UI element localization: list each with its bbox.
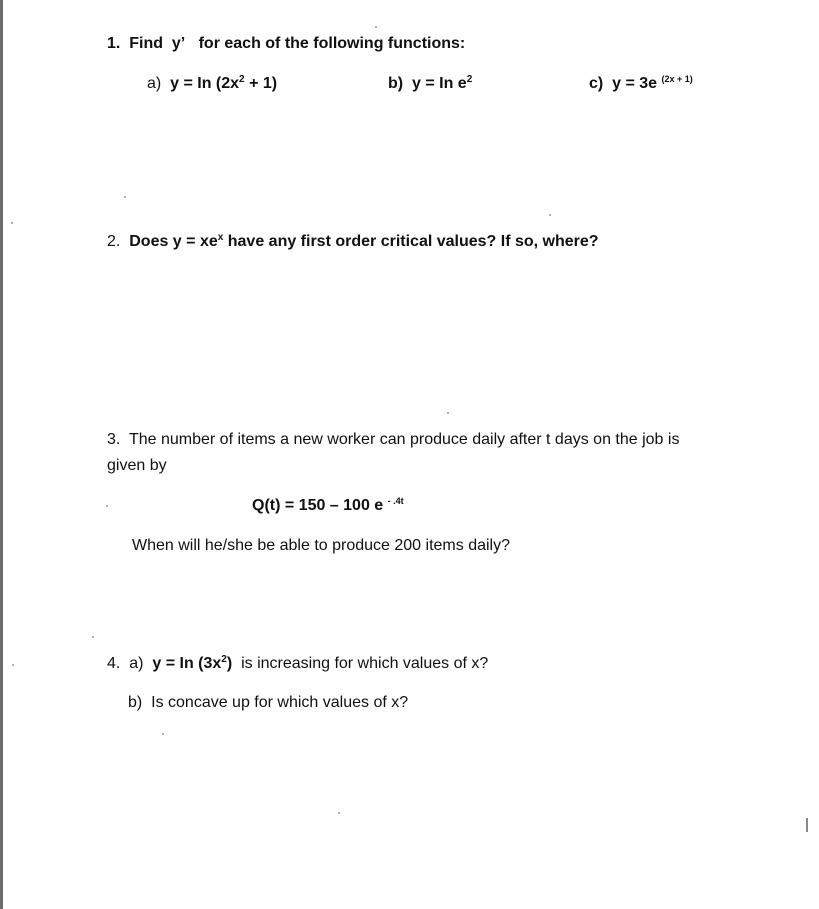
question-2-expr-base: Does y = xe [129,233,218,250]
scan-speck [338,812,340,814]
question-1-instructions: for each of the following functions: [198,35,466,52]
question-2-number: 2. [107,233,121,250]
scan-speck [106,505,108,507]
question-1a-expr-exponent: 2 [239,74,245,85]
scan-speck [375,26,377,28]
question-1-number: 1. [107,35,121,52]
scan-speck [11,222,13,224]
question-1a [147,74,277,94]
scan-speck [549,214,551,216]
question-4b [128,693,408,713]
question-4-number: 4. [107,655,121,672]
question-2-expr-exponent: x [217,232,224,243]
question-3-line-1 [107,430,679,450]
question-3-formula [252,496,404,516]
scan-edge-mark [806,818,808,832]
question-3-text-1: The number of items a new worker can produce daily after t days on the job is [128,431,680,448]
question-4a-text: is increasing for which values of x? [241,655,489,672]
question-2-text: have any first order critical values? If so, where? [227,233,599,250]
question-4b-text: Is concave up for which values of x? [151,694,409,711]
question-2 [107,232,599,252]
question-4a-expr-exponent: 2 [221,654,227,665]
question-1-prime: ’ [180,35,186,52]
question-3-formula-exponent: - .4t [387,496,404,506]
question-1-find: Find [129,35,163,52]
question-4a-expression [152,655,232,672]
scan-left-edge [0,0,3,909]
question-4b-label: b) [128,694,143,711]
question-3-question: When will he/she be able to produce 200 items daily? [132,537,510,554]
question-1b-expr-base: y = In e [412,75,467,92]
question-1c [589,74,693,94]
question-1a-expr-tail: + 1) [249,75,278,92]
question-4a-expr-base: y = In (3x [152,655,222,672]
question-4a-expr-tail: ) [226,655,233,672]
question-1a-expr-base: y = In (2x [170,75,240,92]
question-4a-label: a) [129,655,144,672]
question-1c-label: c) [589,75,604,92]
question-1c-expr-exponent: (2x + 1) [661,74,693,84]
question-1c-expr-base: y = 3e [612,75,658,92]
question-1a-expression [170,75,277,92]
scan-speck [124,196,126,198]
question-1-prompt [107,34,465,54]
question-1b-label: b) [388,75,404,92]
question-1a-label: a) [147,75,162,92]
question-4a [107,654,488,674]
question-1b [388,74,472,94]
question-1-y: y [171,35,181,52]
question-3-number: 3. [107,431,121,448]
scan-speck [12,664,14,666]
question-3-formula-base: Q(t) = 150 – 100 e [252,497,384,514]
scan-speck [92,636,94,638]
scan-speck [447,412,449,414]
scan-speck [162,733,164,735]
question-3-line-2: given by [107,457,167,474]
question-1b-expr-exponent: 2 [466,74,473,85]
